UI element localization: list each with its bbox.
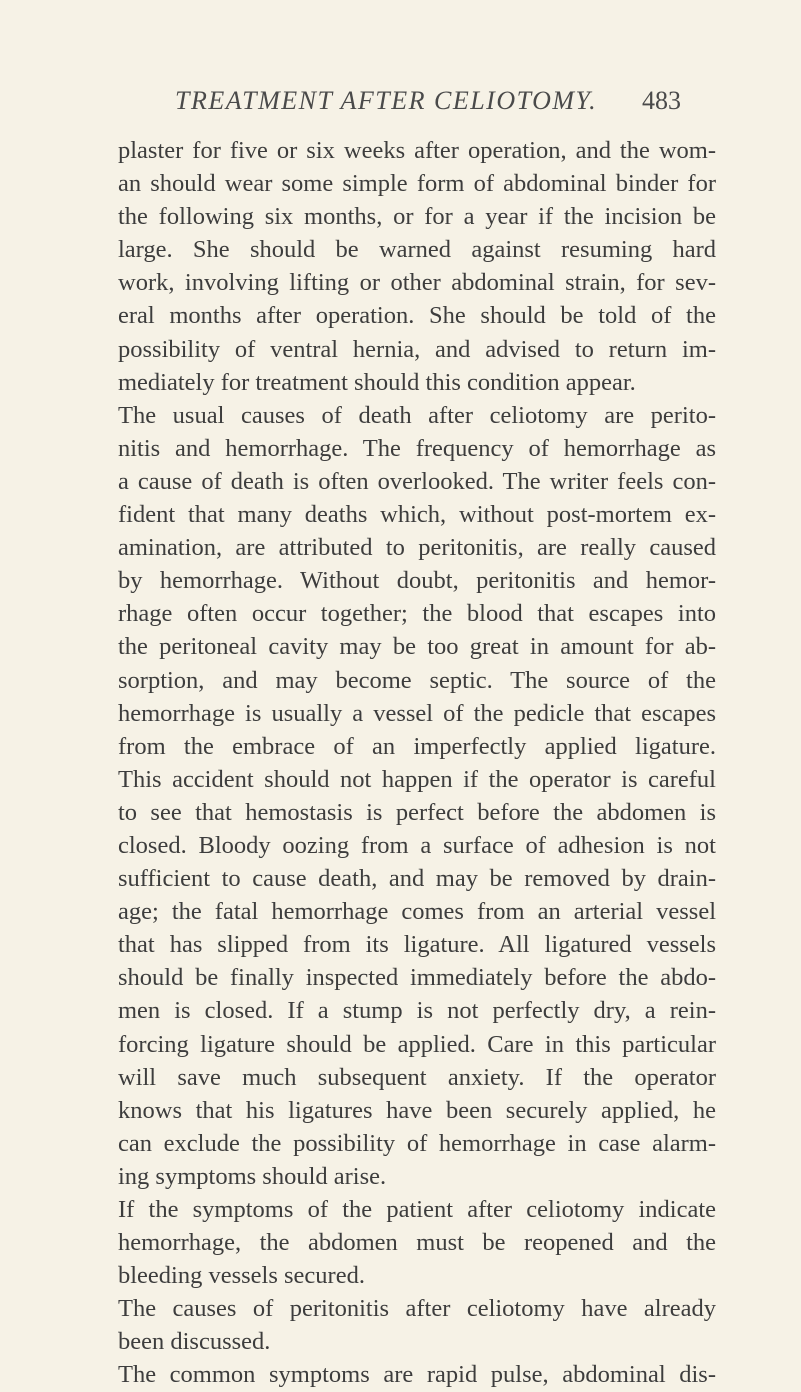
text-line: to see that hemostasis is perfect before the abdomen is <box>118 798 716 826</box>
text-line: amination, are attributed to peritonitis, are really caused <box>118 534 716 562</box>
text-line: bleeding vessels secured. <box>118 1262 365 1290</box>
text-line: fident that many deaths which, without post-mortem ex- <box>118 501 716 529</box>
text-line: age; the fatal hemorrhage comes from an arterial vessel <box>118 898 716 926</box>
text-line: sorption, and may become septic. The source of the <box>118 666 716 694</box>
text-line: the following six months, or for a year if the incision be <box>118 203 716 231</box>
text-line: The usual causes of death after celiotomy are perito- <box>118 401 716 429</box>
text-line: the peritoneal cavity may be too great in amount for ab- <box>118 633 716 661</box>
text-line: rhage often occur together; the blood that escapes into <box>118 600 716 628</box>
text-line: been discussed. <box>118 1328 271 1356</box>
text-line: can exclude the possibility of hemorrhage in case alarm- <box>118 1129 716 1157</box>
text-line: The causes of peritonitis after celiotomy have already <box>118 1295 716 1323</box>
text-line: men is closed. If a stump is not perfectly dry, a rein- <box>118 997 716 1025</box>
text-line: by hemorrhage. Without doubt, peritonitis and hemor- <box>118 567 716 595</box>
text-line: hemorrhage, the abdomen must be reopened and the <box>118 1229 716 1257</box>
text-line: nitis and hemorrhage. The frequency of hemorrhage as <box>118 434 716 462</box>
text-line: work, involving lifting or other abdominal strain, for sev- <box>118 269 716 297</box>
text-line: If the symptoms of the patient after celiotomy indicate <box>118 1196 716 1223</box>
text-line: sufficient to cause death, and may be removed by drain- <box>118 865 716 893</box>
text-line: mediately for treatment should this condition appear. <box>118 368 636 396</box>
text-line: ing symptoms should arise. <box>118 1162 387 1190</box>
text-line: possibility of ventral hernia, and advised to return im- <box>118 335 716 363</box>
text-line: hemorrhage is usually a vessel of the pedicle that escapes <box>118 699 716 727</box>
text-line: This accident should not happen if the operator is careful <box>118 765 716 793</box>
text-line: plaster for five or six weeks after operation, and the wom- <box>118 137 716 164</box>
text-line: a cause of death is often overlooked. The writer feels con- <box>118 467 716 495</box>
text-line: will save much subsequent anxiety. If the operator <box>118 1063 716 1091</box>
text-line: from the embrace of an imperfectly applied ligature. <box>118 732 716 760</box>
text-line: eral months after operation. She should be told of the <box>118 302 716 330</box>
text-line: should be finally inspected immediately before the abdo- <box>118 964 716 992</box>
text-line: that has slipped from its ligature. All ligatured vessels <box>118 931 716 959</box>
text-line: closed. Bloody oozing from a surface of adhesion is not <box>118 831 716 859</box>
body-text <box>118 134 716 1392</box>
text-line: forcing ligature should be applied. Care in this particular <box>118 1030 716 1058</box>
text-line: an should wear some simple form of abdominal binder for <box>118 170 716 198</box>
running-header-title: TREATMENT AFTER CELIOTOMY. <box>175 86 598 115</box>
page-number: 483 <box>642 86 681 115</box>
running-header <box>0 84 801 124</box>
text-line: knows that his ligatures have been securely applied, he <box>118 1096 716 1124</box>
text-line: The common symptoms are rapid pulse, abdominal dis- <box>118 1361 716 1389</box>
text-line: large. She should be warned against resuming hard <box>118 236 716 264</box>
